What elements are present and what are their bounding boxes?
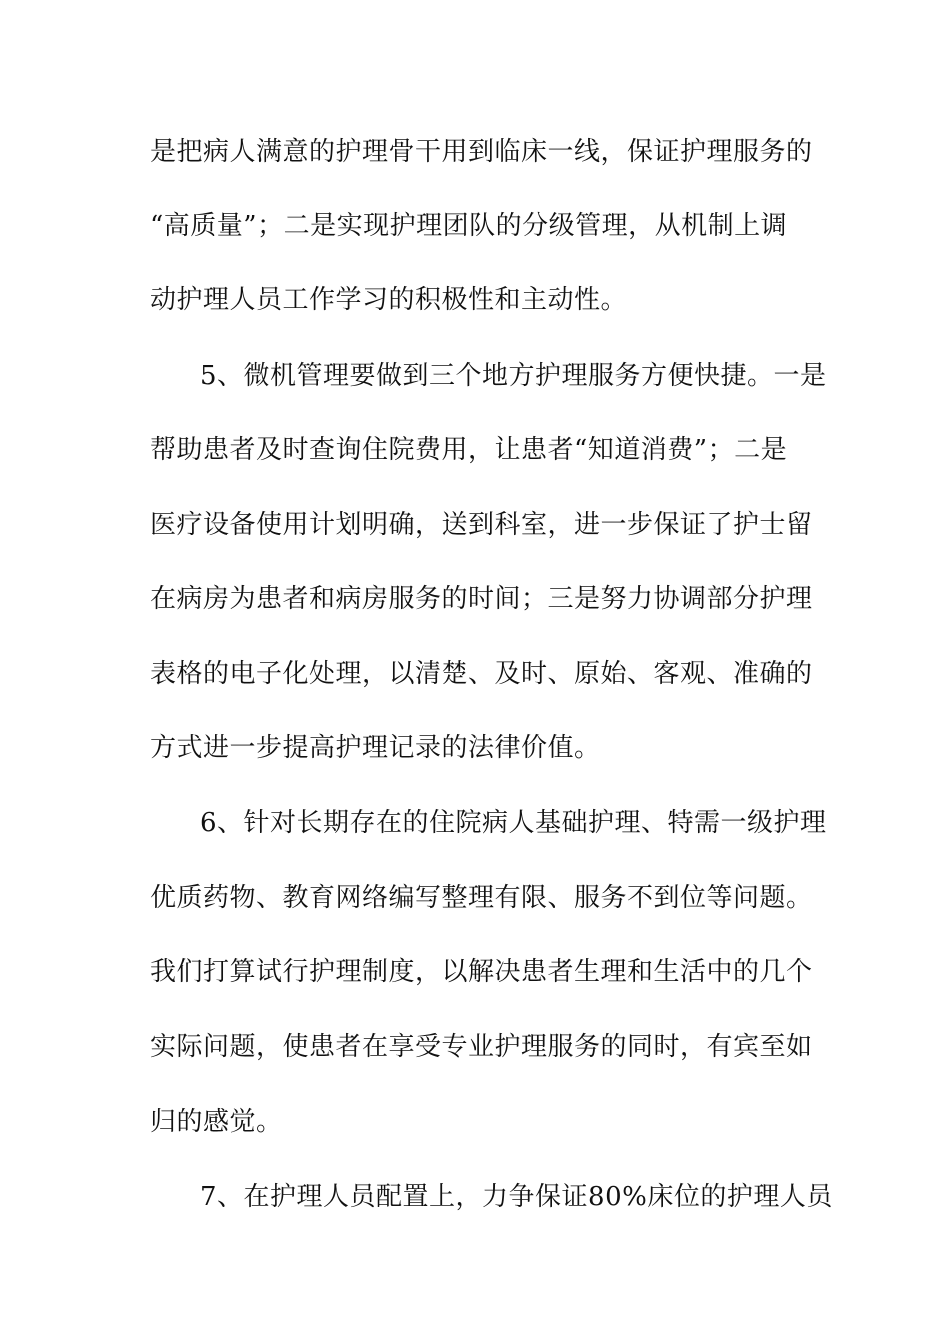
text-line: 我们打算试行护理制度，以解决患者生理和生活中的几个 xyxy=(150,957,813,987)
text-line: 表格的电子化处理，以清楚、及时、原始、客观、准确的 xyxy=(150,659,813,689)
text-line: 动护理人员工作学习的积极性和主动性。 xyxy=(150,285,628,315)
text-line: 优质药物、教育网络编写整理有限、服务不到位等问题。 xyxy=(150,883,813,913)
text-line: 实际问题，使患者在享受专业护理服务的同时，有宾至如 xyxy=(150,1032,813,1062)
paragraph-6-first-line: 6、针对长期存在的住院病人基础护理、特需一级护理 xyxy=(200,808,827,838)
text-line: 方式进一步提高护理记录的法律价值。 xyxy=(150,733,601,763)
text-line: 在病房为患者和病房服务的时间；三是努力协调部分护理 xyxy=(150,584,813,614)
text-line: 医疗设备使用计划明确，送到科室，进一步保证了护士留 xyxy=(150,510,813,540)
paragraph-5-first-line: 5、微机管理要做到三个地方护理服务方便快捷。一是 xyxy=(200,361,827,391)
paragraph-7-first-line: 7、在护理人员配置上，力争保证80%床位的护理人员 xyxy=(200,1182,833,1212)
text-line: 是把病人满意的护理骨干用到临床一线，保证护理服务的 xyxy=(150,137,813,167)
text-line: “高质量”；二是实现护理团队的分级管理，从机制上调 xyxy=(150,211,788,241)
text-line: 帮助患者及时查询住院费用，让患者“知道消费”；二是 xyxy=(150,435,788,465)
text-line: 归的感觉。 xyxy=(150,1107,283,1137)
